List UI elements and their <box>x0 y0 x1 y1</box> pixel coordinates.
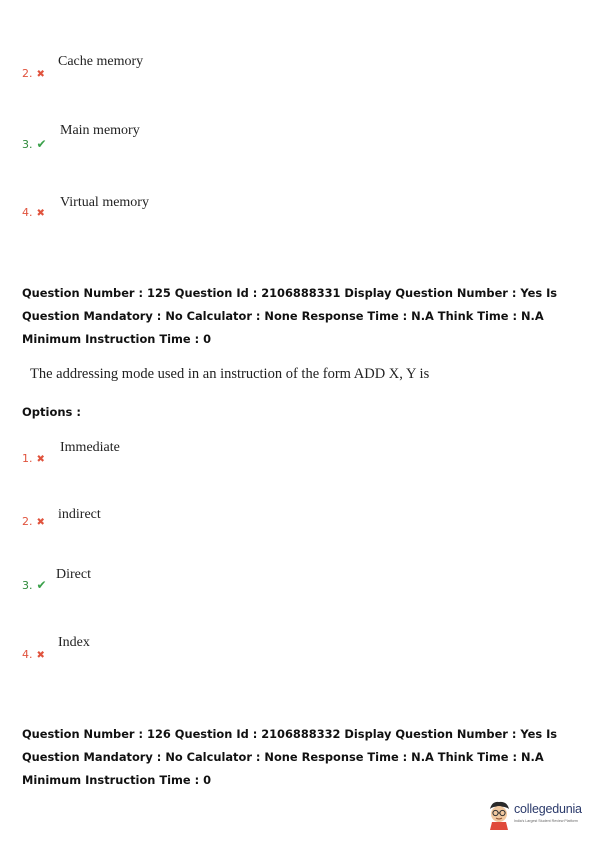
cross-icon: ✖ <box>36 650 45 661</box>
check-icon: ✔ <box>36 578 47 592</box>
question-meta: Question Number : 125 Question Id : 2106888331 Display Question Number : Yes Is Question Mandatory : No Calculator : None Response Time : N.A Think Time : N.A Minimum Instruction Time : 0 <box>22 286 558 346</box>
option-row <box>0 438 595 478</box>
check-icon: ✔ <box>36 137 47 151</box>
option-row <box>0 52 595 92</box>
option-row <box>0 565 595 605</box>
option-text: Virtual memory <box>60 195 149 210</box>
cross-icon: ✖ <box>36 69 45 80</box>
option-text: Main memory <box>60 123 140 138</box>
option-text: Cache memory <box>58 54 144 69</box>
option-number: 2. ✖ <box>22 67 45 80</box>
option-number: 3. ✔ <box>22 578 47 592</box>
option-number: 1. ✖ <box>22 452 45 465</box>
option-row <box>0 505 595 545</box>
option-row <box>0 193 595 233</box>
logo-wordmark: collegedunia <box>514 802 582 816</box>
option-text: Index <box>58 635 90 650</box>
option-number: 3. ✔ <box>22 137 47 151</box>
collegedunia-logo <box>486 800 590 832</box>
option-number: 2. ✖ <box>22 515 45 528</box>
mascot-icon <box>486 800 512 830</box>
option-row <box>0 633 595 673</box>
option-text: Immediate <box>60 440 120 455</box>
question-meta: Question Number : 126 Question Id : 2106888332 Display Question Number : Yes Is Question Mandatory : No Calculator : None Response Time : N.A Think Time : N.A Minimum Instruction Time : 0 <box>22 727 558 787</box>
option-number: 4. ✖ <box>22 206 45 219</box>
cross-icon: ✖ <box>36 208 45 219</box>
cross-icon: ✖ <box>36 517 45 528</box>
option-row <box>0 121 595 161</box>
logo-tagline: India's Largest Student Review Platform <box>514 819 578 823</box>
option-text: Direct <box>56 567 91 582</box>
options-label: Options : <box>22 405 81 419</box>
question-text: The addressing mode used in an instruction of the form ADD X, Y is <box>30 366 430 382</box>
cross-icon: ✖ <box>36 454 45 465</box>
option-text: indirect <box>58 507 101 522</box>
option-number: 4. ✖ <box>22 648 45 661</box>
